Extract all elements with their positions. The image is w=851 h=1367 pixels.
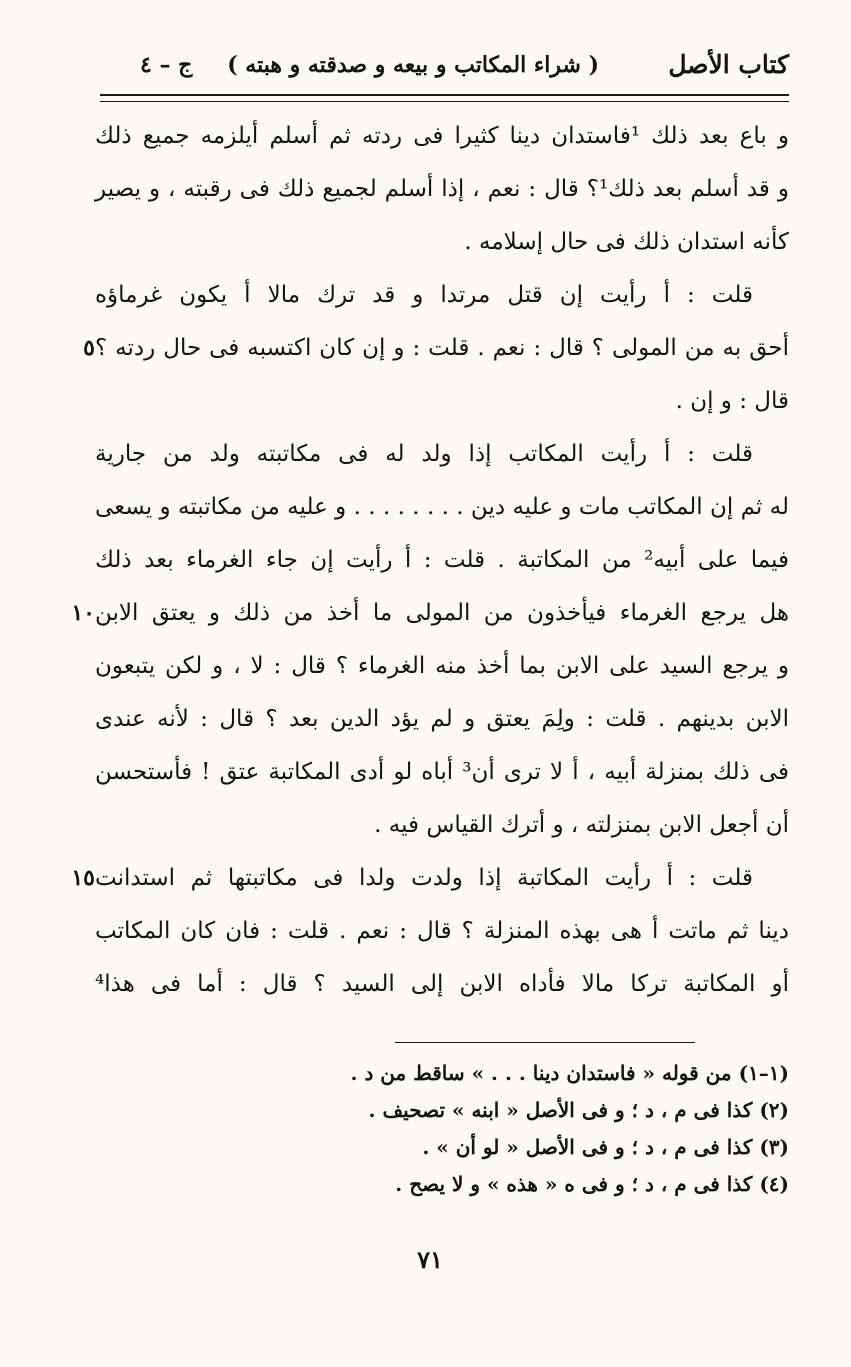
section-title: ( شراء المكاتب و بيعه و صدقته و هبته )	[227, 52, 599, 78]
page-number: ٧١	[417, 1245, 443, 1274]
text-line: و يرجع السيد على الابن بما أخذ منه الغرماء ؟ قال : لا ، و لكن يتبعون	[95, 653, 789, 679]
footnote-rule	[395, 1042, 695, 1043]
text-line: قلت : أ رأيت إن قتل مرتدا و قد ترك مالا أ يكون غرماؤه	[95, 282, 753, 308]
footnotes	[300, 1055, 789, 1203]
book-title: كتاب الأصل	[668, 50, 789, 79]
header-rule-thin	[100, 101, 789, 102]
text-line: قلت : أ رأيت المكاتب إذا ولد له فى مكاتبته ولد من جارية	[95, 441, 753, 467]
text-line	[71, 852, 789, 905]
running-header	[100, 50, 789, 90]
text-line: أو المكاتبة تركا مالا فأداه الابن إلى السيد ؟ قال : أما فى هذا⁴	[95, 971, 789, 997]
text-line	[83, 322, 789, 375]
text-line-content: هل يرجع الغرماء فيأخذون من المولى ما أخذ من ذلك و يعتق الابن	[95, 600, 789, 626]
line-number: ٥	[83, 335, 95, 361]
text-line	[71, 587, 789, 640]
text-line: و باع بعد ذلك ¹فاستدان دينا كثيرا فى ردته ثم أسلم أيلزمه جميع ذلك	[95, 123, 789, 149]
text-line: قال : و إن .	[675, 388, 789, 414]
text-line: دينا ثم ماتت أ هى بهذه المنزلة ؟ قال : نعم . قلت : فان كان المكاتب	[95, 918, 789, 944]
volume-number: ج – ٤	[140, 52, 193, 78]
text-line: له ثم إن المكاتب مات و عليه دين . . . . . . . . و عليه من مكاتبته و يسعى	[95, 494, 789, 520]
text-line: أن أجعل الابن بمنزلته ، و أترك القياس فيه .	[374, 812, 789, 838]
main-text	[71, 110, 789, 1011]
footnote: (٤) كذا فى م ، د ؛ و فى ه « هذه » و لا يصح .	[395, 1172, 789, 1196]
text-line: و قد أسلم بعد ذلك¹؟ قال : نعم ، إذا أسلم لجميع ذلك فى رقبته ، و يصير	[95, 176, 789, 202]
text-line-content: أحق به من المولى ؟ قال : نعم . قلت : و إن كان اكتسبه فى حال ردته ؟	[95, 335, 789, 361]
line-number: ١٠	[71, 600, 95, 626]
header-rule	[100, 94, 789, 96]
text-line: الابن بدينهم . قلت : ولِمَ يعتق و لم يؤد الدين بعد ؟ قال : لأنه عندى	[95, 706, 789, 732]
footnote: (١–١) من قوله « فاستدان دينا . . . » ساقط من د .	[350, 1061, 789, 1085]
footnote: (٢) كذا فى م ، د ؛ و فى الأصل « ابنه » تصحيف .	[368, 1098, 789, 1122]
text-line: كأنه استدان ذلك فى حال إسلامه .	[464, 229, 789, 255]
text-line-content: قلت : أ رأيت المكاتبة إذا ولدت ولدا فى مكاتبتها ثم استدانت	[95, 865, 753, 891]
line-number: ١٥	[71, 865, 95, 891]
footnote: (٣) كذا فى م ، د ؛ و فى الأصل « لو أن » .	[422, 1135, 789, 1159]
text-line: فيما على أبيه² من المكاتبة . قلت : أ رأيت إن جاء الغرماء بعد ذلك	[95, 547, 789, 573]
text-line: فى ذلك بمنزلة أبيه ، أ لا ترى أن³ أباه لو أدى المكاتبة عتق ! فأستحسن	[95, 759, 789, 785]
